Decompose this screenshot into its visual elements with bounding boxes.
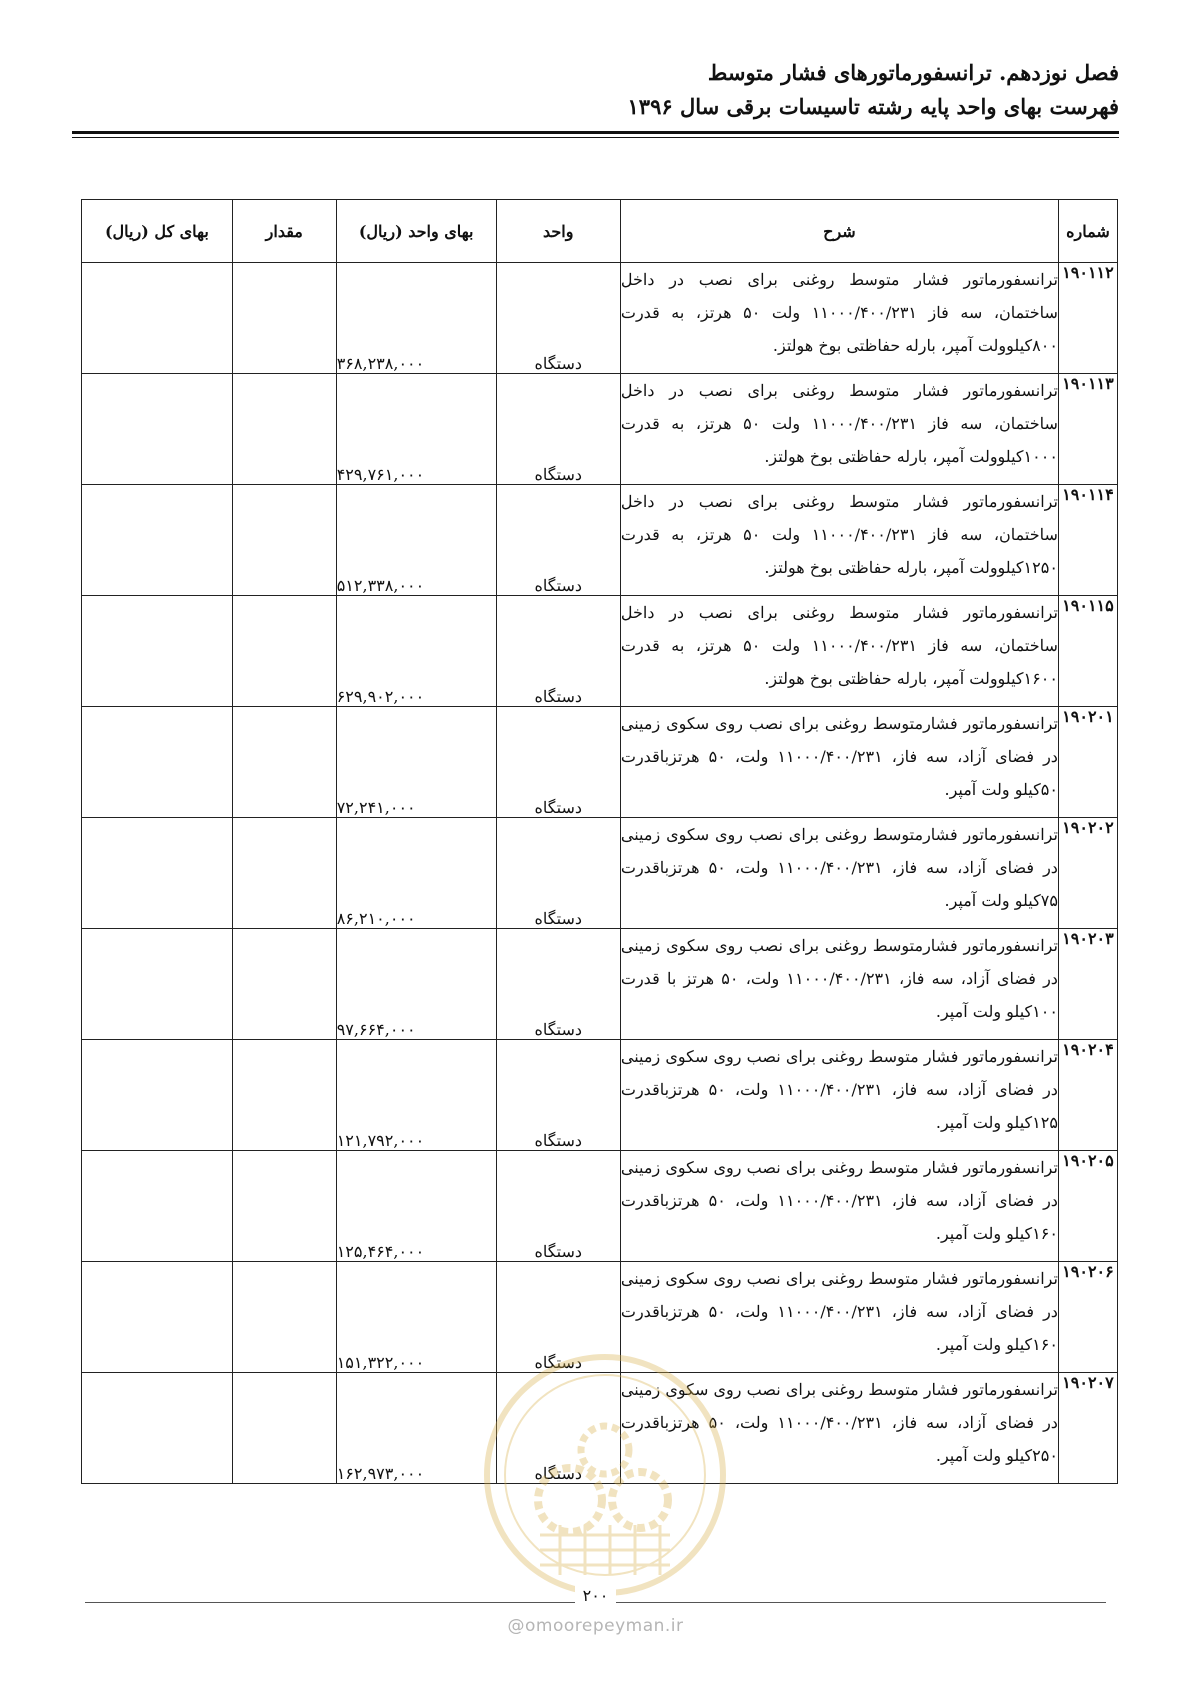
item-total-price (82, 1040, 233, 1151)
item-total-price (82, 707, 233, 818)
column-header-code: شماره (1058, 200, 1117, 263)
item-total-price (82, 485, 233, 596)
list-title: فهرست بهای واحد پایه رشته تاسیسات برقی سال ۱۳۹۶ (627, 94, 1119, 119)
price-table (81, 199, 1118, 1484)
item-description: ترانسفورماتور فشارمتوسط روغنی برای نصب روی سکوی زمینی در فضای آزاد، سه فاز، ۱۱۰۰۰/۴۰۰/۲۳۱ ولت، ۵۰ هرتز با قدرت ۱۰۰کیلو ولت آمپر. (620, 929, 1058, 1040)
item-code: ۱۹۰۲۰۶ (1058, 1262, 1117, 1373)
item-quantity (232, 707, 336, 818)
item-total-price (82, 374, 233, 485)
item-quantity (232, 1151, 336, 1262)
item-unit-price: ۱۲۱,۷۹۲,۰۰۰ (336, 1040, 496, 1151)
item-description: ترانسفورماتور فشار متوسط روغنی برای نصب در داخل ساختمان، سه فاز ۱۱۰۰۰/۴۰۰/۲۳۱ ولت ۵۰ هرتز، به قدرت ۸۰۰کیلوولت آمپر، بارله حفاظتی بوخ هولتز. (620, 263, 1058, 374)
item-unit: دستگاه (496, 929, 620, 1040)
table-row (82, 596, 1118, 707)
item-unit-price: ۴۲۹,۷۶۱,۰۰۰ (336, 374, 496, 485)
column-header-quantity: مقدار (232, 200, 336, 263)
header-divider-thick (72, 131, 1119, 134)
header-divider-thin (72, 137, 1119, 138)
item-description: ترانسفورماتور فشار متوسط روغنی برای نصب روی سکوی زمینی در فضای آزاد، سه فاز، ۱۱۰۰۰/۴۰۰/۲۳۱ ولت، ۵۰ هرتزباقدرت ۱۶۰کیلو ولت آمپر. (620, 1262, 1058, 1373)
item-unit-price: ۵۱۲,۳۳۸,۰۰۰ (336, 485, 496, 596)
item-unit: دستگاه (496, 707, 620, 818)
item-unit-price: ۸۶,۲۱۰,۰۰۰ (336, 818, 496, 929)
item-code: ۱۹۰۲۰۲ (1058, 818, 1117, 929)
item-total-price (82, 1262, 233, 1373)
item-unit: دستگاه (496, 818, 620, 929)
chapter-title: فصل نوزدهم. ترانسفورماتورهای فشار متوسط (707, 60, 1119, 85)
table-row (82, 1151, 1118, 1262)
item-total-price (82, 818, 233, 929)
item-unit-price: ۳۶۸,۲۳۸,۰۰۰ (336, 263, 496, 374)
item-total-price (82, 263, 233, 374)
item-quantity (232, 929, 336, 1040)
item-code: ۱۹۰۱۱۴ (1058, 485, 1117, 596)
item-code: ۱۹۰۲۰۴ (1058, 1040, 1117, 1151)
table-row (82, 485, 1118, 596)
item-code: ۱۹۰۲۰۷ (1058, 1373, 1117, 1484)
item-code: ۱۹۰۲۰۱ (1058, 707, 1117, 818)
column-header-unit: واحد (496, 200, 620, 263)
item-code: ۱۹۰۱۱۵ (1058, 596, 1117, 707)
table-row (82, 1040, 1118, 1151)
item-description: ترانسفورماتور فشار متوسط روغنی برای نصب در داخل ساختمان، سه فاز ۱۱۰۰۰/۴۰۰/۲۳۱ ولت ۵۰ هرتز، به قدرت ۱۰۰۰کیلوولت آمپر، بارله حفاظتی بوخ هولتز. (620, 374, 1058, 485)
table-row (82, 929, 1118, 1040)
item-unit-price: ۹۷,۶۶۴,۰۰۰ (336, 929, 496, 1040)
table-row (82, 1373, 1118, 1484)
item-quantity (232, 596, 336, 707)
table-row (82, 263, 1118, 374)
item-unit-price: ۷۲,۲۴۱,۰۰۰ (336, 707, 496, 818)
website-watermark: @omoorepeyman.ir (507, 1616, 684, 1636)
item-quantity (232, 263, 336, 374)
item-description: ترانسفورماتور فشار متوسط روغنی برای نصب در داخل ساختمان، سه فاز ۱۱۰۰۰/۴۰۰/۲۳۱ ولت ۵۰ هرتز، به قدرت ۱۶۰۰کیلوولت آمپر، بارله حفاظتی بوخ هولتز. (620, 596, 1058, 707)
item-unit: دستگاه (496, 485, 620, 596)
item-total-price (82, 929, 233, 1040)
item-quantity (232, 1040, 336, 1151)
item-quantity (232, 374, 336, 485)
item-code: ۱۹۰۱۱۲ (1058, 263, 1117, 374)
page-number (0, 1586, 1191, 1605)
item-description: ترانسفورماتور فشار متوسط روغنی برای نصب روی سکوی زمینی در فضای آزاد، سه فاز، ۱۱۰۰۰/۴۰۰/۲۳۱ ولت، ۵۰ هرتزباقدرت ۲۵۰کیلو ولت آمپر. (620, 1373, 1058, 1484)
table-header-row (82, 200, 1118, 263)
item-total-price (82, 1373, 233, 1484)
item-total-price (82, 1151, 233, 1262)
item-code: ۱۹۰۲۰۵ (1058, 1151, 1117, 1262)
page-number-text: ۲۰۰ (575, 1586, 617, 1605)
item-code: ۱۹۰۱۱۳ (1058, 374, 1117, 485)
page-header (72, 56, 1119, 124)
item-description: ترانسفورماتور فشار متوسط روغنی برای نصب در داخل ساختمان، سه فاز ۱۱۰۰۰/۴۰۰/۲۳۱ ولت ۵۰ هرتز، به قدرت ۱۲۵۰کیلوولت آمپر، بارله حفاظتی بوخ هولتز. (620, 485, 1058, 596)
item-description: ترانسفورماتور فشارمتوسط روغنی برای نصب روی سکوی زمینی در فضای آزاد، سه فاز، ۱۱۰۰۰/۴۰۰/۲۳۱ ولت، ۵۰ هرتزباقدرت ۷۵کیلو ولت آمپر. (620, 818, 1058, 929)
item-quantity (232, 1373, 336, 1484)
item-quantity (232, 818, 336, 929)
item-unit: دستگاه (496, 374, 620, 485)
item-quantity (232, 1262, 336, 1373)
column-header-description: شرح (620, 200, 1058, 263)
item-unit-price: ۶۲۹,۹۰۲,۰۰۰ (336, 596, 496, 707)
item-unit: دستگاه (496, 1040, 620, 1151)
item-description: ترانسفورماتور فشارمتوسط روغنی برای نصب روی سکوی زمینی در فضای آزاد، سه فاز، ۱۱۰۰۰/۴۰۰/۲۳۱ ولت، ۵۰ هرتزباقدرت ۵۰کیلو ولت آمپر. (620, 707, 1058, 818)
item-code: ۱۹۰۲۰۳ (1058, 929, 1117, 1040)
item-description: ترانسفورماتور فشار متوسط روغنی برای نصب روی سکوی زمینی در فضای آزاد، سه فاز، ۱۱۰۰۰/۴۰۰/۲۳۱ ولت، ۵۰ هرتزباقدرت ۱۶۰کیلو ولت آمپر. (620, 1151, 1058, 1262)
item-unit-price: ۱۲۵,۴۶۴,۰۰۰ (336, 1151, 496, 1262)
item-unit: دستگاه (496, 1151, 620, 1262)
table-row (82, 1262, 1118, 1373)
table-row (82, 707, 1118, 818)
table-row (82, 374, 1118, 485)
item-unit-price: ۱۵۱,۳۲۲,۰۰۰ (336, 1262, 496, 1373)
item-quantity (232, 485, 336, 596)
item-unit-price: ۱۶۲,۹۷۳,۰۰۰ (336, 1373, 496, 1484)
item-description: ترانسفورماتور فشار متوسط روغنی برای نصب روی سکوی زمینی در فضای آزاد، سه فاز، ۱۱۰۰۰/۴۰۰/۲۳۱ ولت، ۵۰ هرتزباقدرت ۱۲۵کیلو ولت آمپر. (620, 1040, 1058, 1151)
table-row (82, 818, 1118, 929)
column-header-unit-price: بهای واحد (ریال) (336, 200, 496, 263)
item-total-price (82, 596, 233, 707)
item-unit: دستگاه (496, 596, 620, 707)
item-unit: دستگاه (496, 1262, 620, 1373)
item-unit: دستگاه (496, 263, 620, 374)
item-unit: دستگاه (496, 1373, 620, 1484)
column-header-total-price: بهای کل (ریال) (82, 200, 233, 263)
